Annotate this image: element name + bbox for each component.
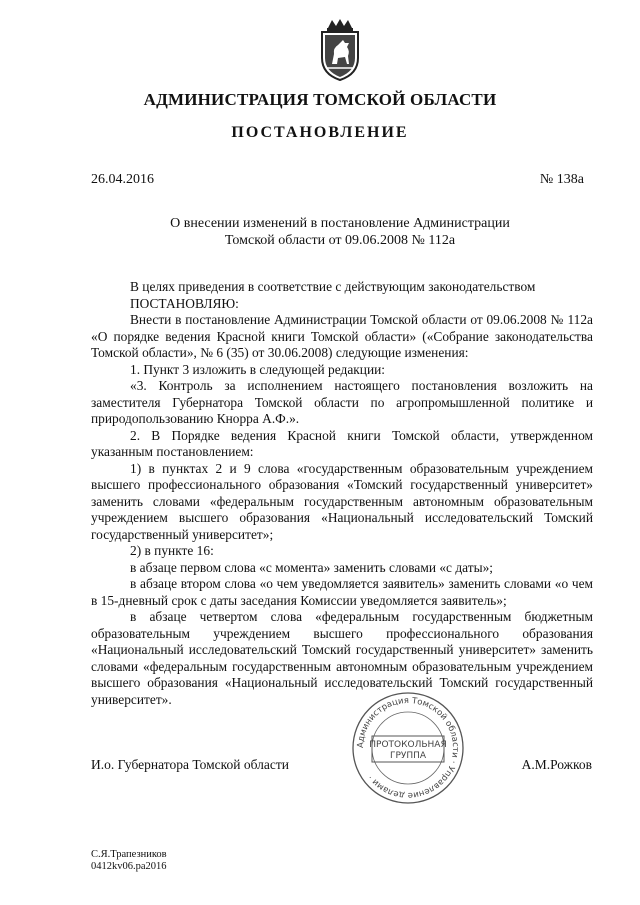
subject-line: О внесении изменений в постановление Администрации <box>170 216 510 231</box>
body-paragraph: 2) в пункте 16: <box>130 543 214 558</box>
document-date: 26.04.2016 <box>91 172 154 187</box>
body-paragraph: в абзаце четвертом слова «федеральным государственным бюджетным образовательным учреждением высшего профессионального образования «Национальный исследовательский Томский государственный университет» заменить словами «федеральным государственным автономным образовательным учреждением высшего образования «Национальный исследовательский Томский государственный университет». <box>91 609 593 707</box>
document-subject <box>0 215 640 249</box>
organization-title: АДМИНИСТРАЦИЯ ТОМСКОЙ ОБЛАСТИ <box>143 90 497 109</box>
signatory-position: И.о. Губернатора Томской области <box>91 757 289 772</box>
body-paragraph: 1. Пункт 3 изложить в следующей редакции: <box>130 361 386 377</box>
body-paragraph: 2. В Порядке ведения Красной книги Томской области, утвержденном указанным постановлением: <box>91 427 593 459</box>
signatory-name: А.М.Рожков <box>521 757 592 772</box>
executor-info <box>91 849 167 873</box>
document-type-title: ПОСТАНОВЛЕНИЕ <box>231 124 409 141</box>
body-paragraph: Внести в постановление Администрации Томской области от 09.06.2008 № 112а «О порядке ведения Красной книги Томской области» («Собрание законодательства Томской области», № 6 (35) от 30.06.2008) следующие изменения: <box>91 312 593 360</box>
official-stamp <box>350 690 466 806</box>
document-code: 0412kv06.pa2016 <box>91 861 167 872</box>
executor-name: С.Я.Трапезников <box>91 849 167 860</box>
stamp-ring-text: Администрация Томской области · Управление делами · <box>355 695 461 801</box>
stamp-center-text: ПРОТОКОЛЬНАЯ <box>369 740 447 750</box>
body-paragraph: в абзаце первом слова «с момента» заменить словами «с даты»; <box>130 559 494 575</box>
document-number: № 138а <box>539 172 584 187</box>
stamp-center-text: ГРУППА <box>389 751 427 761</box>
subject-line: Томской области от 09.06.2008 № 112а <box>224 233 456 248</box>
body-paragraph: в абзаце втором слова «о чем уведомляется заявитель» заменить словами «о чем в 15-дневный срок с даты заседания Комиссии уведомляется заявитель»; <box>91 576 593 608</box>
body-paragraph: В целях приведения в соответствие с действующим законодательством <box>130 279 536 294</box>
body-paragraph: 1) в пунктах 2 и 9 слова «государственным образовательным учреждением высшего профессионального образования «Томский государственный университет» заменить словами «федеральным государственным автономным образовательным учреждением высшего образования «Национальный исследовательский Томский государственный университет»; <box>91 460 593 542</box>
document-body <box>91 279 593 708</box>
coat-of-arms-emblem <box>316 18 364 82</box>
body-paragraph: ПОСТАНОВЛЯЮ: <box>130 295 239 311</box>
body-paragraph: «3. Контроль за исполнением настоящего постановления возложить на заместителя Губернатора Томской области по агропромышленной политике и природопользованию Кнорра А.Ф.». <box>91 378 593 426</box>
